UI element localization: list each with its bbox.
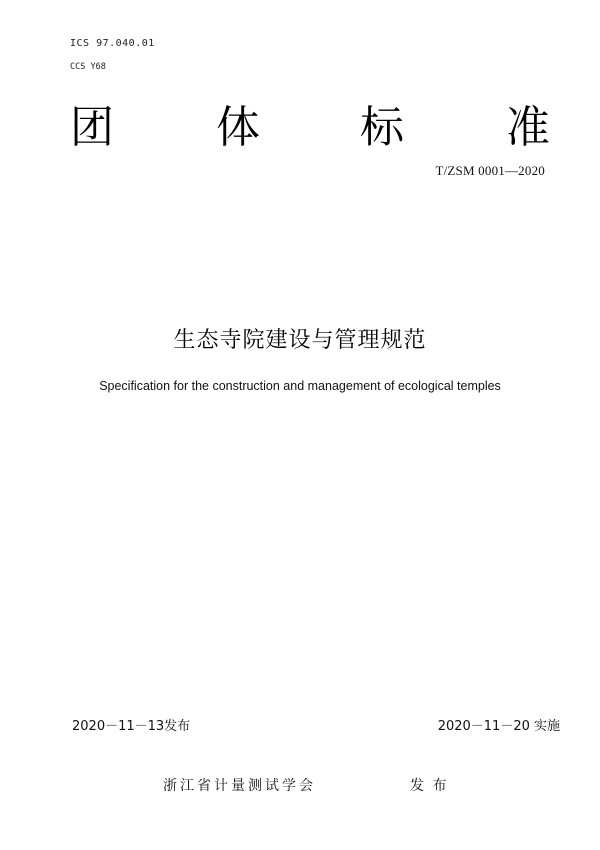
title-char: 体 [216,102,260,153]
implementation-date: 2020－11－20 实施 [437,719,560,734]
document-title-english: Specification for the construction and management of ecological temples [99,379,501,393]
title-char: 标 [360,102,404,153]
document-title-chinese: 生态寺院建设与管理规范 [173,328,427,353]
ics-code: ICS 97.040.01 [70,38,155,49]
publish-date: 2020－11－13发布 [72,719,191,734]
publisher-name: 浙江省计量测试学会 [163,778,316,794]
ccs-code: CCS Y68 [70,62,106,72]
standard-number: T/ZSM 0001—2020 [435,163,545,178]
title-char: 准 [506,102,550,153]
publisher-action: 发 布 [410,778,449,794]
title-char: 团 [70,102,114,153]
